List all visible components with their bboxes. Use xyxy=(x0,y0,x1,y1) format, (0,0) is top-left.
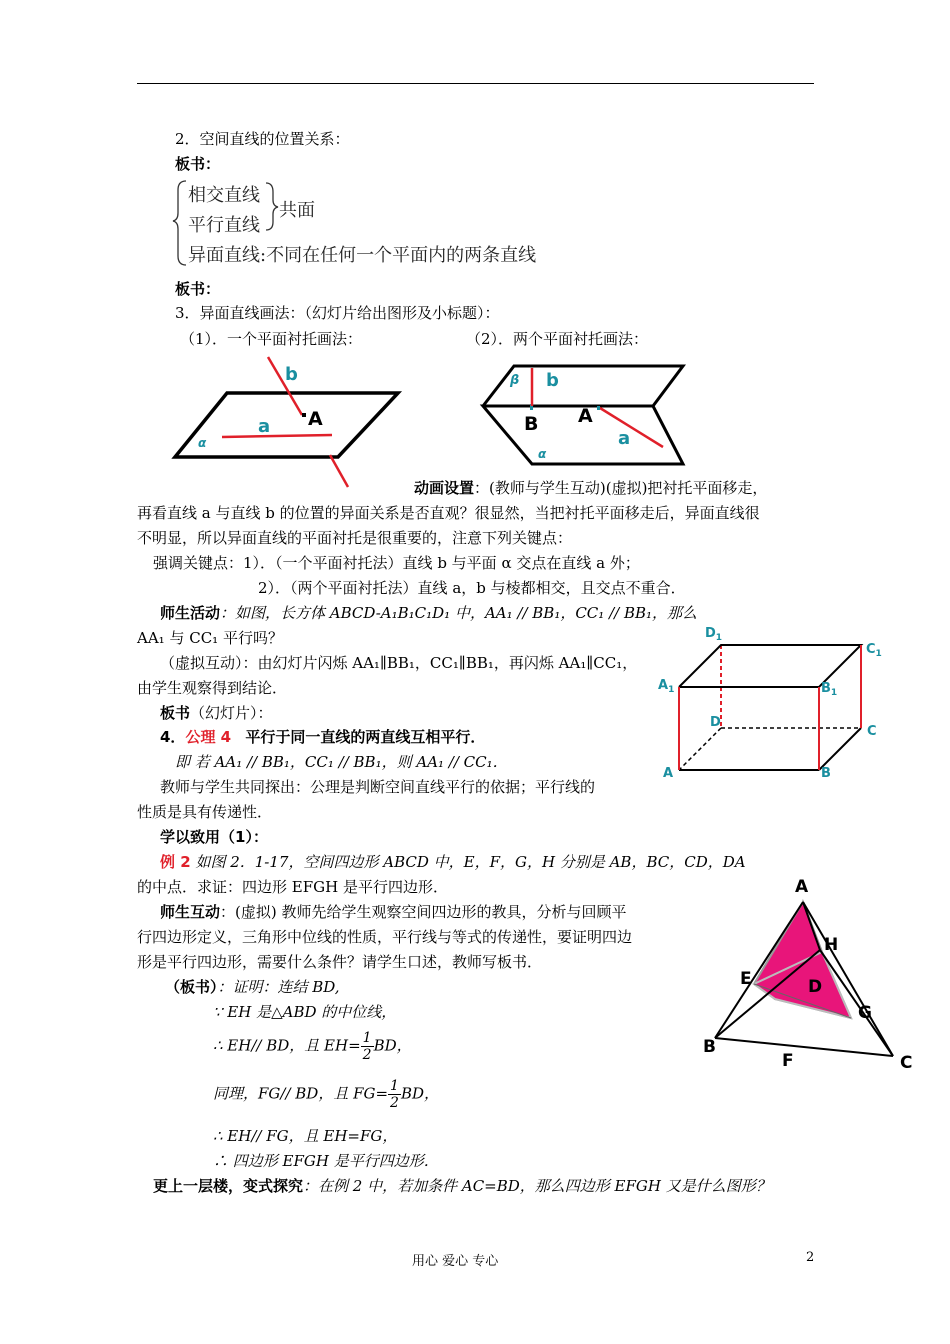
label-a: a xyxy=(618,428,631,449)
svg-text:C: C xyxy=(867,724,877,739)
brace-item-skew: 异面直线:不同在任何一个平面内的两条直线 xyxy=(188,245,537,266)
svg-text:A: A xyxy=(795,877,809,897)
learn-title: 学以致用（1）： xyxy=(160,828,268,846)
svg-text:B1: $B_1$ xyxy=(821,681,838,698)
example2-line2: 的中点．求证：四边形 EFGH 是平行四边形． xyxy=(137,878,448,896)
svg-text:D: D xyxy=(710,715,721,730)
svg-text:F: F xyxy=(782,1051,794,1071)
label-b: b xyxy=(546,370,559,391)
board-label-2: 板书： xyxy=(175,280,221,298)
label-B: B xyxy=(524,413,539,435)
interaction-line2: 行四边形定义，三角形中位线的性质，平行线与等式的传递性，要证明四边 xyxy=(137,928,633,946)
board3-line: 板书（幻灯片）： xyxy=(160,704,273,722)
para1-line3: 不明显，所以异面直线的平面衬托是很重要的，注意下列关键点： xyxy=(137,529,573,547)
activity-line1: 师生活动：如图，长方体 ABCD-A₁B₁C₁D₁ 中，AA₁ // BB₁，CC₁ // BB₁，那么 xyxy=(160,604,697,622)
footer-slogan: 用心 爱心 专心 xyxy=(412,1254,499,1269)
interaction-line3: 形是平行四边形，需要什么条件？请学生口述，教师写板书． xyxy=(137,953,543,971)
proof-step-1: ∵ EH 是△ABD 的中位线， xyxy=(213,1003,397,1021)
svg-text:E: E xyxy=(740,969,752,989)
svg-text:C1: $C_1$ xyxy=(866,642,882,659)
svg-text:B: B xyxy=(703,1037,716,1057)
brace-coplanar: 共面 xyxy=(279,200,315,221)
svg-text:D: D xyxy=(808,977,823,997)
label-b: b xyxy=(285,364,298,385)
activity-line2: AA₁ 与 CC₁ 平行吗？ xyxy=(137,629,283,647)
svg-text:B: B xyxy=(821,766,831,781)
figure-tetrahedron xyxy=(700,870,925,1075)
para1-line2: 再看直线 a 与直线 b 的位置的异面关系是否直观？很显然，当把衬托平面移走后，异面直线很 xyxy=(137,504,760,522)
svg-text:D1: $D_1$ xyxy=(705,626,723,643)
proof-step-4: ∴ EH// FG，且 EH=FG， xyxy=(213,1127,398,1145)
board-label: 板书： xyxy=(175,155,221,173)
axiom-line: 4．公理 4 平行于同一直线的两直线互相平行． xyxy=(160,728,486,746)
method-2-label: （2）．两个平面衬托画法： xyxy=(466,330,649,348)
explore-line1: 教师与学生共同探出：公理是判断空间直线平行的依据；平行线的 xyxy=(160,778,596,796)
label-a: a xyxy=(258,416,271,437)
page-number: 2 xyxy=(806,1250,815,1265)
proof-step-5: ∴ 四边形 EFGH 是平行四边形． xyxy=(213,1152,439,1170)
brace-item-intersecting: 相交直线 xyxy=(188,185,260,206)
proof-step-2: ∴ EH// BD，且 EH= $\frac{1}{2}$ BD， xyxy=(213,1030,412,1063)
animation-line: 动画设置：(教师与学生互动)(虚拟)把衬托平面移走， xyxy=(414,479,768,497)
figure-cuboid xyxy=(655,625,890,785)
line-a xyxy=(222,435,332,437)
interaction-line1: 师生互动：(虚拟) 教师先给学生观察空间四边形的教具，分析与回顾平 xyxy=(160,903,627,921)
axiom-symbolic: 即 若 AA₁ // BB₁，CC₁ // BB₁，则 AA₁ // CC₁． xyxy=(175,753,508,771)
point-A xyxy=(597,406,600,410)
svg-text:H: H xyxy=(824,935,839,955)
virtual-line1: （虚拟互动）：由幻灯片闪烁 AA₁∥BB₁，CC₁∥BB₁，再闪烁 AA₁∥CC₁， xyxy=(160,654,638,672)
label-A: A xyxy=(578,405,593,427)
line-b-lower xyxy=(330,455,348,487)
key-point-1: 强调关键点：1）．（一个平面衬托法）直线 b 与平面 α 交点在直线 a 外； xyxy=(153,554,640,572)
point-A xyxy=(302,413,306,417)
header-rule xyxy=(137,83,814,84)
key-point-2: 2）．（两个平面衬托法）直线 a，b 与棱都相交，且交点不重合． xyxy=(258,579,686,597)
svg-text:C: C xyxy=(900,1053,913,1073)
label-alpha: α xyxy=(198,436,207,450)
section-3-title: 3．异面直线画法：（幻灯片给出图形及小标题）： xyxy=(175,304,500,322)
explore-line2: 性质是具有传递性． xyxy=(137,803,273,821)
proof-intro: （板书）：证明：连结 BD, xyxy=(165,978,340,996)
line-a xyxy=(600,408,663,447)
section-2-title: 2．空间直线的位置关系： xyxy=(175,130,350,148)
method-1-label: （1）．一个平面衬托画法： xyxy=(180,330,363,348)
label-A: A xyxy=(308,408,323,430)
figure-one-plane xyxy=(170,355,410,490)
further-line: 更上一层楼，变式探究：在例 2 中，若加条件 AC=BD，那么四边形 EFGH 又是什么图形？ xyxy=(153,1177,771,1195)
virtual-line2: 由学生观察得到结论． xyxy=(137,679,288,697)
svg-text:G: G xyxy=(858,1003,872,1023)
proof-step-3: 同理，FG// BD，且 FG= $\frac{1}{2}$ BD， xyxy=(213,1078,440,1111)
plane-alpha xyxy=(175,393,398,457)
label-alpha: α xyxy=(538,447,547,461)
example2-line1: 例 2 如图 2．1-17，空间四边形 ABCD 中，E，F，G，H 分别是 AB，BC，CD，DA xyxy=(160,853,746,871)
label-beta: β xyxy=(510,373,520,388)
svg-text:A: A xyxy=(663,766,674,781)
brace-item-parallel: 平行直线 xyxy=(188,215,260,236)
figure-two-planes xyxy=(478,360,693,472)
svg-text:A1: $A_1$ xyxy=(658,678,675,695)
